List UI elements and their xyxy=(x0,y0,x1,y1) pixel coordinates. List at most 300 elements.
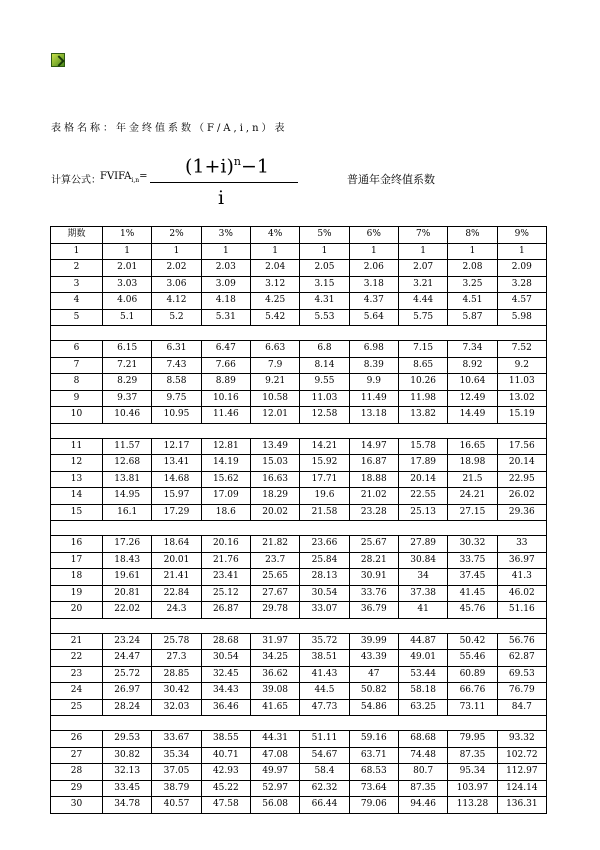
factor-cell[interactable]: 9.21 xyxy=(250,374,299,391)
factor-cell[interactable]: 20.01 xyxy=(152,552,201,569)
factor-cell[interactable]: 28.21 xyxy=(349,552,398,569)
factor-cell[interactable]: 23.66 xyxy=(300,536,349,553)
factor-cell[interactable]: 6.98 xyxy=(349,341,398,358)
factor-cell[interactable]: 42.93 xyxy=(201,764,250,781)
factor-cell[interactable]: 30.42 xyxy=(152,683,201,700)
period-cell[interactable]: 12 xyxy=(51,455,103,472)
period-cell[interactable]: 1 xyxy=(51,243,103,260)
factor-cell[interactable]: 4.12 xyxy=(152,293,201,310)
factor-cell[interactable]: 17.56 xyxy=(497,438,546,455)
period-cell[interactable]: 26 xyxy=(51,731,103,748)
factor-cell[interactable]: 7.43 xyxy=(152,357,201,374)
factor-cell[interactable]: 5.2 xyxy=(152,309,201,326)
factor-cell[interactable]: 41.43 xyxy=(300,666,349,683)
factor-cell[interactable]: 18.6 xyxy=(201,504,250,521)
period-cell[interactable]: 30 xyxy=(51,797,103,814)
factor-cell[interactable]: 39.08 xyxy=(250,683,299,700)
factor-cell[interactable]: 13.02 xyxy=(497,390,546,407)
factor-cell[interactable]: 112.97 xyxy=(497,764,546,781)
factor-cell[interactable]: 36.46 xyxy=(201,699,250,716)
factor-cell[interactable]: 1 xyxy=(103,243,152,260)
factor-cell[interactable]: 32.45 xyxy=(201,666,250,683)
factor-cell[interactable]: 6.31 xyxy=(152,341,201,358)
factor-cell[interactable]: 4.18 xyxy=(201,293,250,310)
factor-cell[interactable]: 102.72 xyxy=(497,747,546,764)
factor-cell[interactable]: 51.11 xyxy=(300,731,349,748)
factor-cell[interactable]: 9.37 xyxy=(103,390,152,407)
factor-cell[interactable]: 5.64 xyxy=(349,309,398,326)
factor-cell[interactable]: 34.25 xyxy=(250,650,299,667)
factor-cell[interactable]: 73.11 xyxy=(448,699,497,716)
factor-cell[interactable]: 20.14 xyxy=(398,471,447,488)
factor-cell[interactable]: 47.73 xyxy=(300,699,349,716)
factor-cell[interactable]: 13.49 xyxy=(250,438,299,455)
factor-cell[interactable]: 14.21 xyxy=(300,438,349,455)
factor-cell[interactable]: 21.82 xyxy=(250,536,299,553)
factor-cell[interactable]: 41.3 xyxy=(497,569,546,586)
factor-cell[interactable]: 20.14 xyxy=(497,455,546,472)
factor-cell[interactable]: 4.37 xyxy=(349,293,398,310)
factor-cell[interactable]: 23.7 xyxy=(250,552,299,569)
factor-cell[interactable]: 24.21 xyxy=(448,488,497,505)
period-cell[interactable]: 8 xyxy=(51,374,103,391)
factor-cell[interactable]: 36.62 xyxy=(250,666,299,683)
period-cell[interactable]: 29 xyxy=(51,780,103,797)
factor-cell[interactable]: 11.49 xyxy=(349,390,398,407)
factor-cell[interactable]: 33.67 xyxy=(152,731,201,748)
factor-cell[interactable]: 17.71 xyxy=(300,471,349,488)
factor-cell[interactable]: 26.97 xyxy=(103,683,152,700)
factor-cell[interactable]: 21.5 xyxy=(448,471,497,488)
factor-cell[interactable]: 2.04 xyxy=(250,260,299,277)
factor-cell[interactable]: 12.01 xyxy=(250,407,299,424)
factor-cell[interactable]: 2.07 xyxy=(398,260,447,277)
factor-cell[interactable]: 13.18 xyxy=(349,407,398,424)
factor-cell[interactable]: 58.4 xyxy=(300,764,349,781)
factor-cell[interactable]: 1 xyxy=(448,243,497,260)
factor-cell[interactable]: 63.25 xyxy=(398,699,447,716)
factor-cell[interactable]: 28.68 xyxy=(201,633,250,650)
factor-cell[interactable]: 6.47 xyxy=(201,341,250,358)
factor-cell[interactable]: 4.25 xyxy=(250,293,299,310)
factor-cell[interactable]: 55.46 xyxy=(448,650,497,667)
factor-cell[interactable]: 56.76 xyxy=(497,633,546,650)
factor-cell[interactable]: 54.86 xyxy=(349,699,398,716)
factor-cell[interactable]: 6.63 xyxy=(250,341,299,358)
factor-cell[interactable]: 3.28 xyxy=(497,276,546,293)
factor-cell[interactable]: 16.63 xyxy=(250,471,299,488)
factor-cell[interactable]: 10.64 xyxy=(448,374,497,391)
factor-cell[interactable]: 6.8 xyxy=(300,341,349,358)
factor-cell[interactable]: 25.72 xyxy=(103,666,152,683)
factor-cell[interactable]: 44.31 xyxy=(250,731,299,748)
factor-cell[interactable]: 22.55 xyxy=(398,488,447,505)
factor-cell[interactable]: 22.84 xyxy=(152,585,201,602)
factor-cell[interactable]: 33.75 xyxy=(448,552,497,569)
factor-cell[interactable]: 2.09 xyxy=(497,260,546,277)
factor-cell[interactable]: 28.24 xyxy=(103,699,152,716)
factor-cell[interactable]: 19.6 xyxy=(300,488,349,505)
period-cell[interactable]: 24 xyxy=(51,683,103,700)
period-cell[interactable]: 6 xyxy=(51,341,103,358)
factor-cell[interactable]: 69.53 xyxy=(497,666,546,683)
factor-cell[interactable]: 4.06 xyxy=(103,293,152,310)
factor-cell[interactable]: 56.08 xyxy=(250,797,299,814)
factor-cell[interactable]: 3.25 xyxy=(448,276,497,293)
factor-cell[interactable]: 7.21 xyxy=(103,357,152,374)
factor-cell[interactable]: 30.54 xyxy=(300,585,349,602)
factor-cell[interactable]: 41.65 xyxy=(250,699,299,716)
factor-cell[interactable]: 52.97 xyxy=(250,780,299,797)
factor-cell[interactable]: 45.76 xyxy=(448,602,497,619)
factor-cell[interactable]: 32.03 xyxy=(152,699,201,716)
period-cell[interactable]: 23 xyxy=(51,666,103,683)
factor-cell[interactable]: 27.67 xyxy=(250,585,299,602)
header-rate[interactable]: 9% xyxy=(497,227,546,244)
period-cell[interactable]: 27 xyxy=(51,747,103,764)
factor-cell[interactable]: 95.34 xyxy=(448,764,497,781)
factor-cell[interactable]: 8.92 xyxy=(448,357,497,374)
factor-cell[interactable]: 7.9 xyxy=(250,357,299,374)
factor-cell[interactable]: 18.98 xyxy=(448,455,497,472)
factor-cell[interactable]: 19.61 xyxy=(103,569,152,586)
factor-cell[interactable]: 21.58 xyxy=(300,504,349,521)
factor-cell[interactable]: 10.26 xyxy=(398,374,447,391)
factor-cell[interactable]: 50.42 xyxy=(448,633,497,650)
factor-cell[interactable]: 15.62 xyxy=(201,471,250,488)
period-cell[interactable]: 19 xyxy=(51,585,103,602)
factor-cell[interactable]: 35.34 xyxy=(152,747,201,764)
factor-cell[interactable]: 12.58 xyxy=(300,407,349,424)
factor-cell[interactable]: 15.92 xyxy=(300,455,349,472)
factor-cell[interactable]: 87.35 xyxy=(398,780,447,797)
factor-cell[interactable]: 1 xyxy=(250,243,299,260)
header-rate[interactable]: 5% xyxy=(300,227,349,244)
factor-cell[interactable]: 17.09 xyxy=(201,488,250,505)
factor-cell[interactable]: 47.08 xyxy=(250,747,299,764)
factor-cell[interactable]: 9.55 xyxy=(300,374,349,391)
factor-cell[interactable]: 38.51 xyxy=(300,650,349,667)
factor-cell[interactable]: 113.28 xyxy=(448,797,497,814)
factor-cell[interactable]: 11.03 xyxy=(497,374,546,391)
factor-cell[interactable]: 62.32 xyxy=(300,780,349,797)
factor-cell[interactable]: 25.84 xyxy=(300,552,349,569)
factor-cell[interactable]: 79.95 xyxy=(448,731,497,748)
period-cell[interactable]: 14 xyxy=(51,488,103,505)
factor-cell[interactable]: 47.58 xyxy=(201,797,250,814)
factor-cell[interactable]: 25.12 xyxy=(201,585,250,602)
factor-cell[interactable]: 8.58 xyxy=(152,374,201,391)
factor-cell[interactable]: 43.39 xyxy=(349,650,398,667)
factor-cell[interactable]: 22.95 xyxy=(497,471,546,488)
factor-cell[interactable]: 74.48 xyxy=(398,747,447,764)
factor-cell[interactable]: 25.78 xyxy=(152,633,201,650)
factor-cell[interactable]: 1 xyxy=(497,243,546,260)
factor-cell[interactable]: 10.46 xyxy=(103,407,152,424)
factor-cell[interactable]: 16.1 xyxy=(103,504,152,521)
factor-cell[interactable]: 17.29 xyxy=(152,504,201,521)
factor-cell[interactable]: 3.12 xyxy=(250,276,299,293)
header-rate[interactable]: 4% xyxy=(250,227,299,244)
factor-cell[interactable]: 35.72 xyxy=(300,633,349,650)
factor-cell[interactable]: 5.42 xyxy=(250,309,299,326)
factor-cell[interactable]: 14.95 xyxy=(103,488,152,505)
factor-cell[interactable]: 25.65 xyxy=(250,569,299,586)
factor-cell[interactable]: 1 xyxy=(300,243,349,260)
period-cell[interactable]: 11 xyxy=(51,438,103,455)
factor-cell[interactable]: 33.45 xyxy=(103,780,152,797)
factor-cell[interactable]: 66.44 xyxy=(300,797,349,814)
factor-cell[interactable]: 14.49 xyxy=(448,407,497,424)
factor-cell[interactable]: 41 xyxy=(398,602,447,619)
factor-cell[interactable]: 18.64 xyxy=(152,536,201,553)
factor-cell[interactable]: 5.87 xyxy=(448,309,497,326)
factor-cell[interactable]: 7.15 xyxy=(398,341,447,358)
factor-cell[interactable]: 47 xyxy=(349,666,398,683)
factor-cell[interactable]: 23.24 xyxy=(103,633,152,650)
factor-cell[interactable]: 9.75 xyxy=(152,390,201,407)
factor-cell[interactable]: 2.01 xyxy=(103,260,152,277)
factor-cell[interactable]: 62.87 xyxy=(497,650,546,667)
period-cell[interactable]: 10 xyxy=(51,407,103,424)
factor-cell[interactable]: 10.16 xyxy=(201,390,250,407)
header-rate[interactable]: 3% xyxy=(201,227,250,244)
factor-cell[interactable]: 23.28 xyxy=(349,504,398,521)
period-cell[interactable]: 2 xyxy=(51,260,103,277)
factor-cell[interactable]: 13.41 xyxy=(152,455,201,472)
factor-cell[interactable]: 2.08 xyxy=(448,260,497,277)
factor-cell[interactable]: 20.81 xyxy=(103,585,152,602)
factor-cell[interactable]: 15.78 xyxy=(398,438,447,455)
factor-cell[interactable]: 28.85 xyxy=(152,666,201,683)
factor-cell[interactable]: 36.79 xyxy=(349,602,398,619)
factor-cell[interactable]: 13.82 xyxy=(398,407,447,424)
factor-cell[interactable]: 34.78 xyxy=(103,797,152,814)
factor-cell[interactable]: 94.46 xyxy=(398,797,447,814)
factor-cell[interactable]: 9.9 xyxy=(349,374,398,391)
factor-cell[interactable]: 11.46 xyxy=(201,407,250,424)
header-rate[interactable]: 1% xyxy=(103,227,152,244)
factor-cell[interactable]: 136.31 xyxy=(497,797,546,814)
factor-cell[interactable]: 25.13 xyxy=(398,504,447,521)
factor-cell[interactable]: 68.68 xyxy=(398,731,447,748)
factor-cell[interactable]: 5.53 xyxy=(300,309,349,326)
factor-cell[interactable]: 45.22 xyxy=(201,780,250,797)
factor-cell[interactable]: 3.06 xyxy=(152,276,201,293)
factor-cell[interactable]: 30.91 xyxy=(349,569,398,586)
factor-cell[interactable]: 29.78 xyxy=(250,602,299,619)
factor-cell[interactable]: 8.14 xyxy=(300,357,349,374)
factor-cell[interactable]: 84.7 xyxy=(497,699,546,716)
factor-cell[interactable]: 80.7 xyxy=(398,764,447,781)
factor-cell[interactable]: 5.98 xyxy=(497,309,546,326)
factor-cell[interactable]: 46.02 xyxy=(497,585,546,602)
factor-cell[interactable]: 11.98 xyxy=(398,390,447,407)
factor-cell[interactable]: 3.15 xyxy=(300,276,349,293)
factor-cell[interactable]: 4.51 xyxy=(448,293,497,310)
factor-cell[interactable]: 23.41 xyxy=(201,569,250,586)
factor-cell[interactable]: 21.41 xyxy=(152,569,201,586)
factor-cell[interactable]: 24.47 xyxy=(103,650,152,667)
factor-cell[interactable]: 5.31 xyxy=(201,309,250,326)
factor-cell[interactable]: 33 xyxy=(497,536,546,553)
factor-cell[interactable]: 12.68 xyxy=(103,455,152,472)
factor-cell[interactable]: 15.19 xyxy=(497,407,546,424)
factor-cell[interactable]: 14.97 xyxy=(349,438,398,455)
factor-cell[interactable]: 63.71 xyxy=(349,747,398,764)
factor-cell[interactable]: 58.18 xyxy=(398,683,447,700)
factor-cell[interactable]: 8.29 xyxy=(103,374,152,391)
factor-cell[interactable]: 15.97 xyxy=(152,488,201,505)
header-rate[interactable]: 7% xyxy=(398,227,447,244)
factor-cell[interactable]: 18.43 xyxy=(103,552,152,569)
factor-cell[interactable]: 103.97 xyxy=(448,780,497,797)
factor-cell[interactable]: 22.02 xyxy=(103,602,152,619)
factor-cell[interactable]: 3.21 xyxy=(398,276,447,293)
spreadsheet-app-icon[interactable] xyxy=(51,53,65,67)
factor-cell[interactable]: 16.65 xyxy=(448,438,497,455)
factor-cell[interactable]: 10.58 xyxy=(250,390,299,407)
factor-cell[interactable]: 49.97 xyxy=(250,764,299,781)
factor-cell[interactable]: 53.44 xyxy=(398,666,447,683)
factor-cell[interactable]: 20.02 xyxy=(250,504,299,521)
factor-cell[interactable]: 8.65 xyxy=(398,357,447,374)
period-cell[interactable]: 15 xyxy=(51,504,103,521)
factor-cell[interactable]: 1 xyxy=(201,243,250,260)
factor-cell[interactable]: 4.57 xyxy=(497,293,546,310)
factor-cell[interactable]: 2.03 xyxy=(201,260,250,277)
factor-cell[interactable]: 66.76 xyxy=(448,683,497,700)
factor-cell[interactable]: 3.03 xyxy=(103,276,152,293)
period-cell[interactable]: 7 xyxy=(51,357,103,374)
factor-cell[interactable]: 16.87 xyxy=(349,455,398,472)
period-cell[interactable]: 25 xyxy=(51,699,103,716)
factor-cell[interactable]: 44.87 xyxy=(398,633,447,650)
factor-cell[interactable]: 17.26 xyxy=(103,536,152,553)
factor-cell[interactable]: 3.09 xyxy=(201,276,250,293)
factor-cell[interactable]: 20.16 xyxy=(201,536,250,553)
factor-cell[interactable]: 27.3 xyxy=(152,650,201,667)
factor-cell[interactable]: 38.55 xyxy=(201,731,250,748)
factor-cell[interactable]: 1 xyxy=(398,243,447,260)
factor-cell[interactable]: 9.2 xyxy=(497,357,546,374)
factor-cell[interactable]: 8.89 xyxy=(201,374,250,391)
factor-cell[interactable]: 29.53 xyxy=(103,731,152,748)
factor-cell[interactable]: 79.06 xyxy=(349,797,398,814)
factor-cell[interactable]: 7.66 xyxy=(201,357,250,374)
factor-cell[interactable]: 25.67 xyxy=(349,536,398,553)
factor-cell[interactable]: 8.39 xyxy=(349,357,398,374)
factor-cell[interactable]: 44.5 xyxy=(300,683,349,700)
header-rate[interactable]: 2% xyxy=(152,227,201,244)
header-period[interactable]: 期数 xyxy=(51,227,103,244)
factor-cell[interactable]: 41.45 xyxy=(448,585,497,602)
factor-cell[interactable]: 37.45 xyxy=(448,569,497,586)
factor-cell[interactable]: 14.68 xyxy=(152,471,201,488)
factor-cell[interactable]: 10.95 xyxy=(152,407,201,424)
factor-cell[interactable]: 12.17 xyxy=(152,438,201,455)
period-cell[interactable]: 13 xyxy=(51,471,103,488)
period-cell[interactable]: 4 xyxy=(51,293,103,310)
period-cell[interactable]: 20 xyxy=(51,602,103,619)
factor-cell[interactable]: 6.15 xyxy=(103,341,152,358)
factor-cell[interactable]: 1 xyxy=(152,243,201,260)
factor-cell[interactable]: 34.43 xyxy=(201,683,250,700)
factor-cell[interactable]: 4.44 xyxy=(398,293,447,310)
factor-cell[interactable]: 40.57 xyxy=(152,797,201,814)
header-rate[interactable]: 6% xyxy=(349,227,398,244)
factor-cell[interactable]: 4.31 xyxy=(300,293,349,310)
factor-cell[interactable]: 15.03 xyxy=(250,455,299,472)
factor-cell[interactable]: 21.02 xyxy=(349,488,398,505)
period-cell[interactable]: 3 xyxy=(51,276,103,293)
factor-cell[interactable]: 30.84 xyxy=(398,552,447,569)
factor-cell[interactable]: 30.32 xyxy=(448,536,497,553)
factor-cell[interactable]: 2.06 xyxy=(349,260,398,277)
factor-cell[interactable]: 30.82 xyxy=(103,747,152,764)
factor-cell[interactable]: 29.36 xyxy=(497,504,546,521)
factor-cell[interactable]: 124.14 xyxy=(497,780,546,797)
factor-cell[interactable]: 76.79 xyxy=(497,683,546,700)
factor-cell[interactable]: 59.16 xyxy=(349,731,398,748)
factor-cell[interactable]: 27.15 xyxy=(448,504,497,521)
factor-cell[interactable]: 3.18 xyxy=(349,276,398,293)
factor-cell[interactable]: 39.99 xyxy=(349,633,398,650)
factor-cell[interactable]: 7.34 xyxy=(448,341,497,358)
factor-cell[interactable]: 33.07 xyxy=(300,602,349,619)
factor-cell[interactable]: 18.29 xyxy=(250,488,299,505)
factor-cell[interactable]: 30.54 xyxy=(201,650,250,667)
factor-cell[interactable]: 49.01 xyxy=(398,650,447,667)
factor-cell[interactable]: 7.52 xyxy=(497,341,546,358)
factor-cell[interactable]: 31.97 xyxy=(250,633,299,650)
factor-cell[interactable]: 87.35 xyxy=(448,747,497,764)
factor-cell[interactable]: 73.64 xyxy=(349,780,398,797)
period-cell[interactable]: 17 xyxy=(51,552,103,569)
period-cell[interactable]: 18 xyxy=(51,569,103,586)
factor-cell[interactable]: 26.02 xyxy=(497,488,546,505)
factor-cell[interactable]: 28.13 xyxy=(300,569,349,586)
factor-cell[interactable]: 93.32 xyxy=(497,731,546,748)
factor-cell[interactable]: 12.81 xyxy=(201,438,250,455)
factor-cell[interactable]: 5.1 xyxy=(103,309,152,326)
factor-cell[interactable]: 13.81 xyxy=(103,471,152,488)
factor-cell[interactable]: 5.75 xyxy=(398,309,447,326)
factor-cell[interactable]: 2.05 xyxy=(300,260,349,277)
factor-cell[interactable]: 1 xyxy=(349,243,398,260)
period-cell[interactable]: 9 xyxy=(51,390,103,407)
factor-cell[interactable]: 37.05 xyxy=(152,764,201,781)
period-cell[interactable]: 16 xyxy=(51,536,103,553)
factor-cell[interactable]: 11.57 xyxy=(103,438,152,455)
header-rate[interactable]: 8% xyxy=(448,227,497,244)
factor-cell[interactable]: 68.53 xyxy=(349,764,398,781)
factor-cell[interactable]: 54.67 xyxy=(300,747,349,764)
factor-cell[interactable]: 14.19 xyxy=(201,455,250,472)
factor-cell[interactable]: 27.89 xyxy=(398,536,447,553)
factor-cell[interactable]: 36.97 xyxy=(497,552,546,569)
factor-cell[interactable]: 18.88 xyxy=(349,471,398,488)
factor-cell[interactable]: 51.16 xyxy=(497,602,546,619)
factor-cell[interactable]: 40.71 xyxy=(201,747,250,764)
factor-cell[interactable]: 21.76 xyxy=(201,552,250,569)
factor-cell[interactable]: 37.38 xyxy=(398,585,447,602)
factor-cell[interactable]: 50.82 xyxy=(349,683,398,700)
factor-cell[interactable]: 38.79 xyxy=(152,780,201,797)
factor-cell[interactable]: 34 xyxy=(398,569,447,586)
factor-cell[interactable]: 17.89 xyxy=(398,455,447,472)
factor-cell[interactable]: 12.49 xyxy=(448,390,497,407)
